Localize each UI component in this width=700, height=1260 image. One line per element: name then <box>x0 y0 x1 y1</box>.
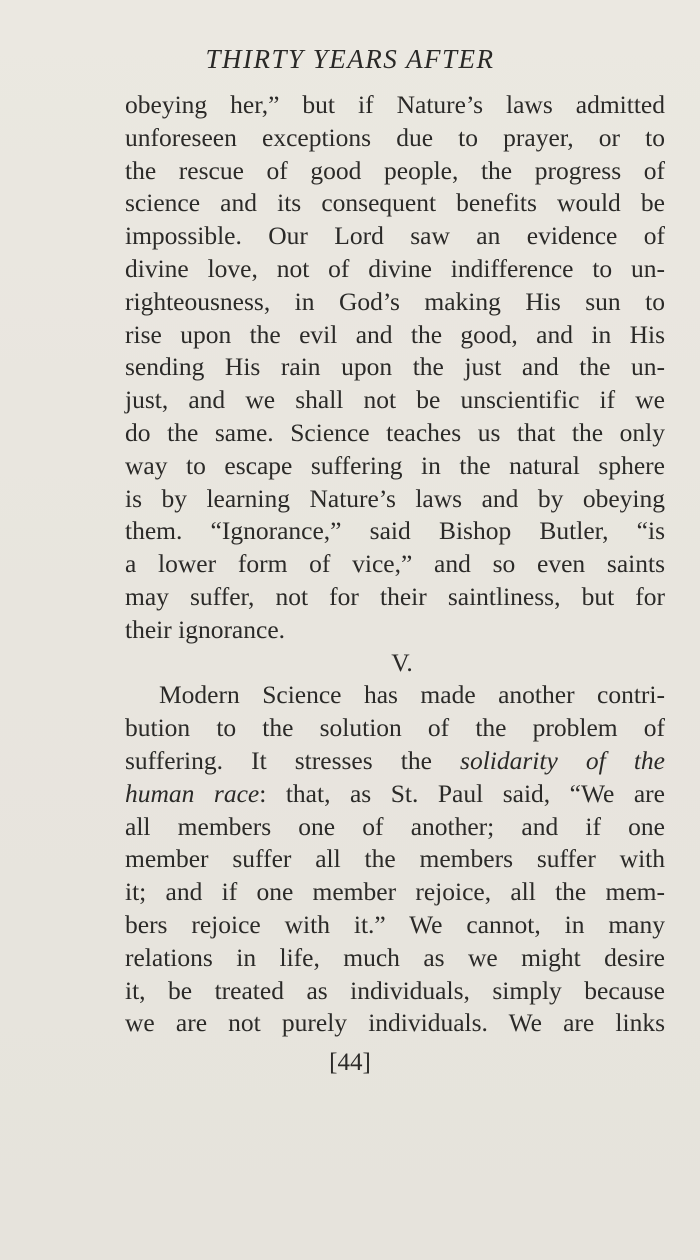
text-line: may suffer, not for their saintliness, but for <box>125 581 665 611</box>
text-line: we are not purely individuals. We are links <box>125 1008 665 1038</box>
text-line: do the same. Science teaches us that the only <box>125 417 665 447</box>
text-line: rise upon the evil and the good, and in His <box>125 319 665 349</box>
text-line: righteousness, in God’s making His sun to <box>125 286 665 316</box>
text-line: is by learning Nature’s laws and by obeying <box>125 483 665 513</box>
text-line: unforeseen exceptions due to prayer, or to <box>125 122 665 152</box>
text-line: bers rejoice with it.” We cannot, in many <box>125 909 665 939</box>
body-text <box>125 89 665 1040</box>
text-line: bution to the solution of the problem of <box>125 713 665 743</box>
text-line <box>125 778 665 811</box>
text-line: it, be treated as individuals, simply because <box>125 975 665 1005</box>
text-line: divine love, not of divine indifference to un- <box>125 253 665 283</box>
text-line <box>125 745 665 778</box>
text-line: obeying her,” but if Nature’s laws admitted <box>125 90 665 119</box>
italic-phrase: human race <box>125 778 260 808</box>
text-line: science and its consequent benefits would be <box>125 188 665 218</box>
text-line: relations in life, much as we might desire <box>125 942 665 972</box>
section-heading: V. <box>391 647 413 677</box>
text-line: the rescue of good people, the progress of <box>125 155 665 185</box>
italic-phrase: solidarity of the <box>460 745 665 775</box>
text-line: Modern Science has made another contri- <box>159 680 665 710</box>
running-head: THIRTY YEARS AFTER <box>205 44 495 74</box>
text-line: a lower form of vice,” and so even saints <box>125 549 665 579</box>
text-line: member suffer all the members suffer with <box>125 844 665 874</box>
text-line: way to escape suffering in the natural sphere <box>125 450 665 480</box>
text-line: just, and we shall not be unscientific if we <box>125 385 665 415</box>
text-line: them. “Ignorance,” said Bishop Butler, “is <box>125 516 665 546</box>
text-line: it; and if one member rejoice, all the mem- <box>125 877 665 907</box>
text-line: sending His rain upon the just and the un- <box>125 352 665 382</box>
text-line: all members one of another; and if one <box>125 811 665 841</box>
text-segment: suffering. It stresses the <box>125 745 461 775</box>
page-number: [44] <box>329 1049 371 1076</box>
text-line: impossible. Our Lord saw an evidence of <box>125 221 665 251</box>
text-segment: : that, as St. Paul said, “We are <box>259 778 665 808</box>
text-line: their ignorance. <box>125 614 286 644</box>
